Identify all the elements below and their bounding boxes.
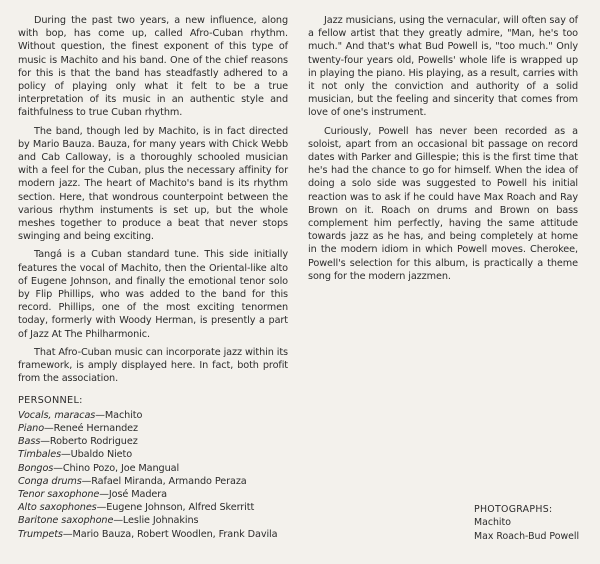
- photograph-credit: Machito: [474, 517, 511, 529]
- personnel-separator: —: [95, 409, 105, 421]
- paragraph-afro-cuban-jazz: That Afro-Cuban music can incorporate jazz within its framework, is amply displayed here. In fact, both profit from the association.: [18, 346, 288, 385]
- personnel-row: [18, 462, 288, 475]
- personnel-role: Trumpets: [18, 528, 63, 540]
- photographs-credits: [474, 503, 579, 543]
- personnel-row: [18, 501, 288, 514]
- personnel-separator: —: [99, 488, 109, 500]
- right-column: [308, 14, 578, 288]
- personnel-row: [18, 528, 288, 541]
- personnel-row: [18, 435, 288, 448]
- personnel-names: Reneé Hernandez: [53, 422, 139, 434]
- paragraph-powell-soloist: Curiously, Powell has never been recorded as a soloist, apart from an occasional bit passage on record dates with Parker and Gillespie; this is the first time that he's had the chance to go for himself. When the idea of doing a solo side was suggested to Powell his initial reaction was to ask if he could have Max Roach and Ray Brown on it. Roach on drums and Brown on bass complement him perfectly, having the same attitude towards jazz as he has, and being completely at home in the modern idiom in which Powell moves. Cherokee, Powell's selection for this album, is practically a theme song for the modern jazzmen.: [308, 125, 578, 282]
- personnel-list: [18, 394, 288, 540]
- personnel-separator: —: [96, 502, 107, 514]
- personnel-role: Bass: [18, 436, 41, 448]
- personnel-names: Chino Pozo, Joe Mangual: [62, 462, 180, 474]
- personnel-separator: —: [53, 462, 63, 474]
- personnel-role: Vocals, maracas: [18, 409, 96, 421]
- paragraph-tanga: Tangá is a Cuban standard tune. This side initially features the vocal of Machito, then the Oriental-like alto of Eugene Johnson, and finally the emotional tenor solo by Flip Phillips, who was added to the band for this record. Phillips, one of the most exciting tenormen today, formerly with Woody Herman, is presently a part of Jazz At The Philharmonic.: [18, 249, 288, 340]
- personnel-names: Leslie Johnakins: [122, 515, 199, 527]
- left-column: [18, 14, 288, 541]
- personnel-separator: —: [113, 515, 123, 527]
- personnel-separator: —: [62, 528, 73, 540]
- personnel-role: Piano: [18, 422, 45, 434]
- personnel-separator: —: [61, 449, 71, 461]
- paragraph-afro-cuban-intro: During the past two years, a new influence, along with bop, has come up, called Afro-Cuban rhythm. Without question, the finest exponent of this type of music is Machito and his band. One of the chief reasons for this is that the band has steadfastly adhered to a policy of playing only what it felt to be a true interpretation of its music in an authentic style and faithfulness to true Cuban rhythm.: [18, 15, 288, 119]
- personnel-role: Conga drums: [18, 475, 82, 487]
- personnel-names: José Madera: [108, 488, 167, 500]
- personnel-role: Baritone saxophone: [18, 515, 114, 527]
- paragraph-mario-bauza: The band, though led by Machito, is in fact directed by Mario Bauza. Bauza, for many years with Chick Webb and Cab Calloway, is a thoroughly schooled musician with a feel for the Cuban, plus the necessary affinity for modern jazz. The heart of Machito's band is its rhythm section. Here, that wondrous counterpoint between the various rhythm instuments is set up, but the whole meshes together to produce a beat that never stops swinging and being exciting.: [18, 125, 288, 243]
- personnel-names: Mario Bauza, Robert Woodlen, Frank Davila: [72, 528, 278, 540]
- photographs-title: PHOTOGRAPHS:: [474, 504, 553, 515]
- personnel-title: PERSONNEL:: [18, 395, 83, 407]
- personnel-row: [18, 422, 288, 435]
- personnel-separator: —: [81, 475, 92, 487]
- personnel-names: Ubaldo Nieto: [70, 449, 133, 461]
- photograph-credit: Max Roach-Bud Powell: [474, 530, 580, 542]
- personnel-names: Roberto Rodriguez: [49, 436, 138, 448]
- paragraph-bud-powell-intro: Jazz musicians, using the vernacular, will often say of a fellow artist that they greatly admire, "Man, he's too much." And that's what Bud Powell is, "too much." Only twenty-four years old, Powells' whole life is wrapped up in playing the piano. His playing, as a result, carries with it not only the conviction and authority of a solid musician, but the feeling and sincerity that comes from love of one's instrument.: [308, 15, 578, 119]
- personnel-row: [18, 409, 288, 422]
- personnel-role: Timbales: [18, 449, 62, 461]
- personnel-separator: —: [40, 436, 50, 448]
- personnel-role: Bongos: [18, 462, 54, 474]
- personnel-names: Machito: [104, 409, 143, 421]
- personnel-row: [18, 488, 288, 501]
- personnel-row: [18, 475, 288, 488]
- personnel-role: Tenor saxophone: [18, 488, 100, 500]
- personnel-row: [18, 448, 288, 461]
- personnel-separator: —: [44, 422, 54, 434]
- personnel-rows: [18, 409, 288, 541]
- personnel-names: Rafael Miranda, Armando Peraza: [91, 475, 247, 487]
- personnel-names: Eugene Johnson, Alfred Skerritt: [106, 502, 255, 514]
- personnel-row: [18, 514, 288, 527]
- personnel-role: Alto saxophones: [18, 502, 97, 514]
